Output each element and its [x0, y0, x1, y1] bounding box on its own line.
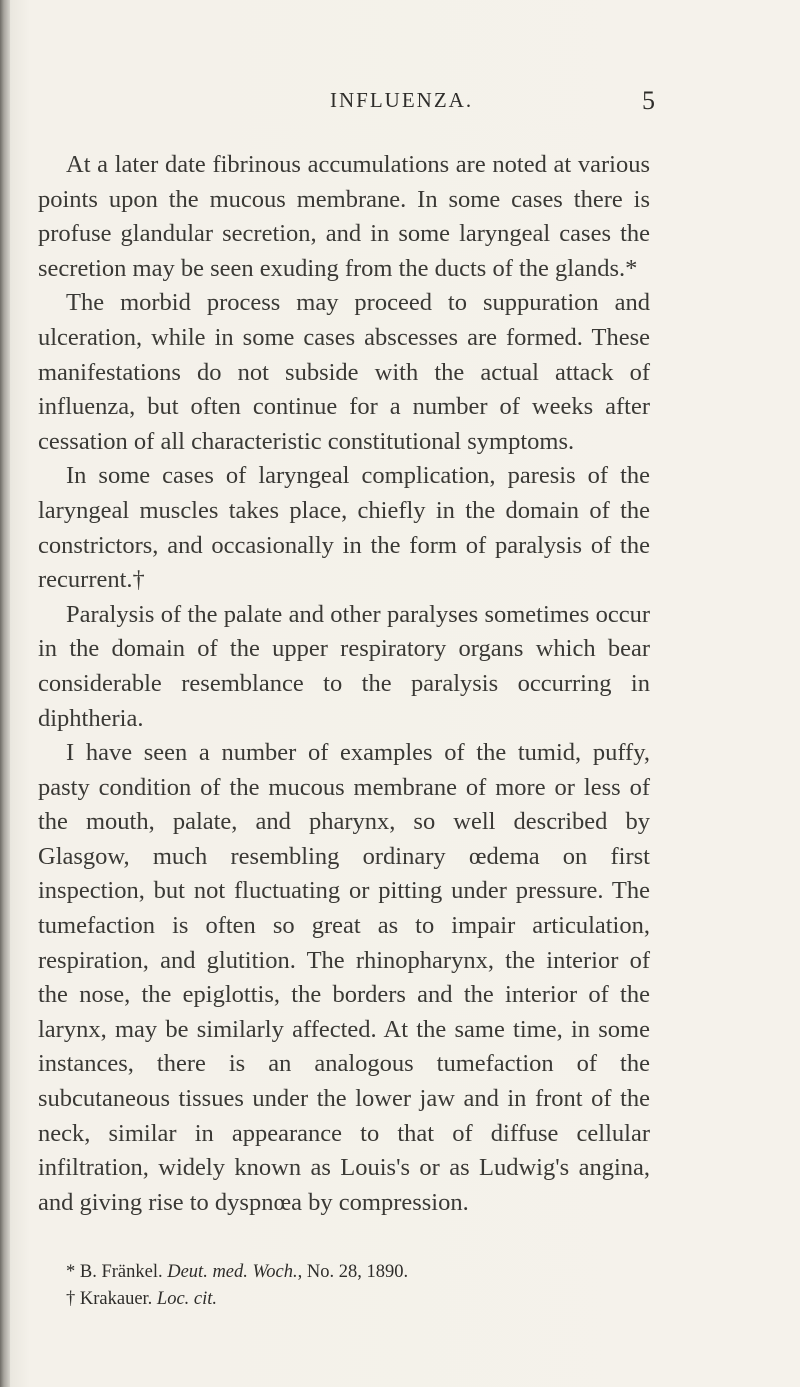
footnote-marker: † [66, 1289, 76, 1309]
running-title: INFLUENZA. [330, 88, 474, 112]
footnote-source: Deut. med. Woch. [167, 1262, 298, 1282]
paragraph: I have seen a number of examples of the tumid, puffy, pasty condition of the mucous membrane of more or less of the mouth, palate, and pharynx, so well described by Glasgow, much resembling ordinary œdema on first inspection, but not fluctuating or pitting under pressure. The tumefaction is often so great as to impair articulation, respiration, and glutition. The rhinopharynx, the interior of the nose, the epiglottis, the borders and the interior of the larynx, may be similarly affected. At the same time, in some instances, there is an analogous tumefaction of the subcutaneous tissues under the lower jaw and in front of the neck, similar in appearance to that of diffuse cellular infiltration, widely known as Louis's or as Ludwig's angina, and giving rise to dyspnœa by compression. [38, 739, 650, 1216]
paragraph: In some cases of laryngeal complication, paresis of the laryngeal muscles takes place, chiefly in the domain of the constrictors, and occasionally in the form of paralysis of the recurrent.† [38, 462, 650, 594]
page-gutter-shadow [0, 0, 10, 1387]
body-text [38, 148, 650, 1220]
page-number: 5 [642, 86, 655, 115]
footnote [66, 1259, 666, 1286]
footnote-details: , No. 28, 1890. [297, 1262, 409, 1282]
footnote-source: Loc. cit. [156, 1289, 218, 1309]
footnote [66, 1286, 666, 1313]
footnote-marker: * [66, 1262, 76, 1282]
paragraph: The morbid process may proceed to suppuration and ulceration, while in some cases abscesses are formed. These manifestations do not subside with the actual attack of influenza, but often continue for a number of weeks after cessation of all characteristic constitutional symptoms. [38, 289, 650, 455]
footnotes [66, 1259, 666, 1313]
footnote-author: Krakauer. [79, 1289, 153, 1309]
footnote-author: B. Fränkel. [79, 1262, 163, 1282]
paragraph: Paralysis of the palate and other paralyses sometimes occur in the domain of the upper respiratory organs which bear considerable resemblance to the paralysis occurring in diphtheria. [38, 600, 650, 732]
paragraph: At a later date fibrinous accumulations are noted at various points upon the mucous membrane. In some cases there is profuse glandular secretion, and in some laryngeal cases the secretion may be seen exuding from the ducts of the glands.* [38, 151, 650, 282]
